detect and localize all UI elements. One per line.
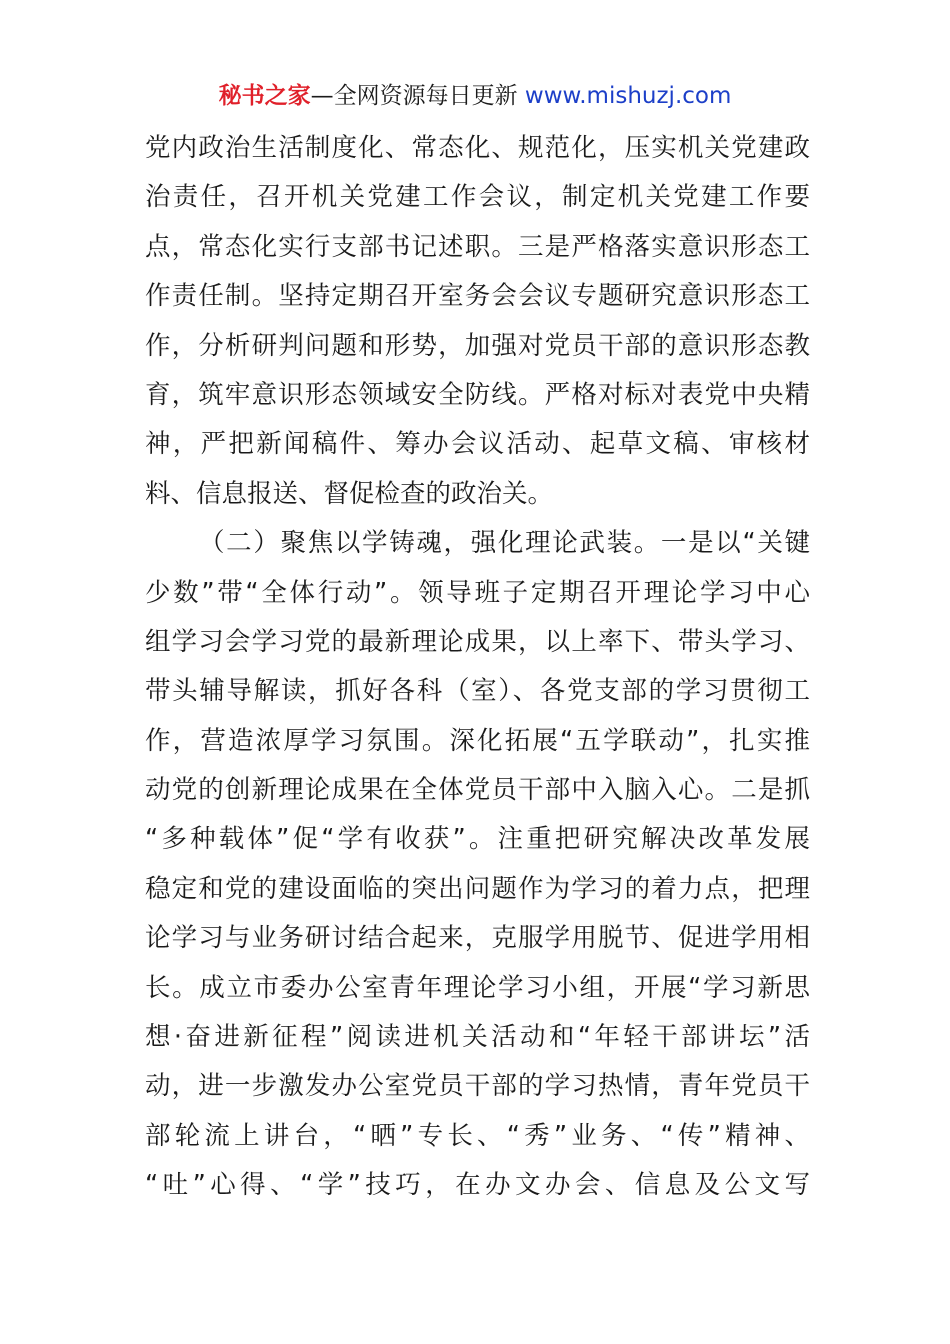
body-line: 育，筑牢意识形态领域安全防线。严格对标对表党中央精 [145,379,810,410]
body-line: 党内政治生活制度化、常态化、规范化，压实机关党建政 [145,133,810,163]
brand-name: 秘书之家 [218,83,311,109]
site-url[interactable]: www.mishuzj.com [524,83,732,109]
body-line: 作责任制。坚持定期召开室务会会议专题研究意识形态工 [145,281,810,312]
section-heading-line: （二）聚焦以学铸魂，强化理论武装。一是以“关键 [199,528,810,559]
body-line: 动党的创新理论成果在全体党员干部中入脑入心。二是抓 [145,775,810,806]
body-line: 动，进一步激发办公室党员干部的学习热情，青年党员干 [145,1071,810,1102]
body-line: 组学习会学习党的最新理论成果，以上率下、带头学习、 [145,626,810,657]
document-body [145,124,810,1211]
body-line: 作，营造浓厚学习氛围。深化拓展“五学联动”，扎实推 [145,725,810,756]
body-line: 论学习与业务研讨结合起来，克服学用脱节、促进学用相 [145,923,810,954]
body-line: 作，分析研判问题和形势，加强对党员干部的意识形态教 [145,330,810,361]
header-tagline: —全网资源每日更新 [310,83,525,109]
body-line: 稳定和党的建设面临的突出问题作为学习的着力点，把理 [145,873,810,904]
body-line: 长。成立市委办公室青年理论学习小组，开展“学习新思 [145,972,810,1003]
body-line: 治责任，召开机关党建工作会议，制定机关党建工作要 [145,182,810,213]
body-line: “吐”心得、“学”技巧，在办文办会、信息及公文写 [145,1170,810,1201]
site-header [0,80,950,112]
body-line: 神，严把新闻稿件、筹办会议活动、起草文稿、审核材 [145,429,810,460]
body-line: 料、信息报送、督促检查的政治关。 [145,478,554,509]
body-line: 想·奋进新征程”阅读进机关活动和“年轻干部讲坛”活 [145,1022,810,1053]
body-line: 点，常态化实行支部书记述职。三是严格落实意识形态工 [145,231,810,262]
body-line: 带头辅导解读，抓好各科（室）、各党支部的学习贯彻工 [145,676,810,707]
body-line: “多种载体”促“学有收获”。注重把研究解决改革发展 [145,824,810,855]
body-line: 少数”带“全体行动”。领导班子定期召开理论学习中心 [145,577,810,608]
body-line: 部轮流上讲台，“晒”专长、“秀”业务、“传”精神、 [145,1120,810,1151]
